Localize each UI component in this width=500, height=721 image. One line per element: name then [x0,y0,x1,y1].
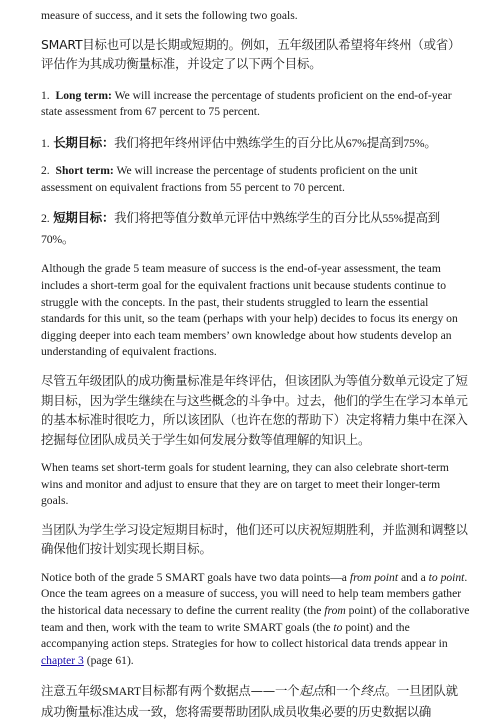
text-run: SMART [101,684,141,699]
paragraph-short-term-rationale-zh [41,371,470,449]
paragraph-text: SMART目标也可以是长期或短期的。例如，五年级团队希望将年终州（或省）评估作为其成功衡量标准，并设定了以下两个目标。 [41,36,461,72]
text-run: point) of the collaborative team and then, work with the team to write SMART goals (the [41,604,470,634]
paragraph-short-term-wins-zh [41,520,470,559]
emphasis-from-point: 起点 [299,683,324,699]
goal-number: 1. [41,135,50,150]
goal-to-value: 70% [41,231,63,246]
paragraph-text: 尽管五年级团队的成功衡量标准是年终评估，但该团队为等值分数单元设定了短期目标，因为学生继续在与这些概念的斗争中。过去，他们的学生在学习本单元的基本标准时很吃力，所以该团队（也许在您的帮助下）决定将精力集中在深入挖掘每位团队成员关于学生如何发展分数等值理解的知识上。 [41,373,468,447]
text-run: point) and the accompanying action steps. Strategies for how to collect historical data trends appear in [41,620,448,651]
text-run: 目标都有两个数据点——一个 [140,683,300,699]
long-term-goal [41,88,470,121]
paragraph-short-term-rationale [41,261,470,361]
paragraph-goals-intro-zh [41,35,470,74]
chapter-3-link[interactable]: chapter 3 [41,653,84,667]
goal-to-value: 75% [403,135,425,150]
goal-number: 2. [41,211,50,226]
emphasis-from-point: from point [349,570,399,584]
goal-label: 短期目标： [53,210,115,226]
goal-text: 我们将把年终州评估中熟练学生的百分比从 [114,134,346,150]
paragraph-short-term-wins [41,460,470,510]
emphasis-from: from [324,604,346,617]
text-run: 。一旦团队就成功衡量标准达成一致，您将需要帮助团队成员收集必要的历史数据以确 [41,683,458,719]
text-run: . Once the team agrees on a measure of success, you will need to help team members gather the historical data necessary to define the current reality (the [41,570,468,617]
paragraph-goals-intro [41,8,470,25]
goal-number: 2. [41,164,50,178]
text-run: 和一个 [323,683,361,699]
long-term-goal-zh [41,133,470,154]
paragraph-text: 当团队为学生学习设定短期目标时，他们还可以庆祝短期胜利，并监测和调整以确保他们按计划实现长期目标。 [41,521,468,557]
text-run: and a [398,570,429,584]
goal-from-value: 67% [345,135,367,150]
goal-from-value: 55% [382,211,404,226]
paragraph-data-points [41,570,470,670]
emphasis-to-point: 终点 [360,683,385,699]
text-run: Notice both of the grade 5 SMART goals have two data points—a [41,570,350,584]
goal-text-end: 。 [62,230,75,246]
short-term-goal-zh [41,208,470,249]
goal-text: We will increase the percentage of students proficient on the end-of-year state assessment from 67 percent to 75 percent. [41,88,452,119]
paragraph-text: Although the grade 5 team measure of success is the end-of-year assessment, the team includes a short-term goal for the equivalent fractions unit because students continue to struggle with the concepts. In the past, their students struggled to learn the essential standards for this unit, so the team (perhaps with your help) decides to focus its energy on digging deeper into each team members’ own knowledge about how students develop an understanding of equivalent fractions. [41,262,458,359]
goal-text-mid: 提高到 [366,134,404,150]
short-term-goal [41,163,470,196]
goal-text-mid: 提高到 [403,210,440,226]
goal-text-end: 。 [424,134,437,150]
paragraph-data-points-zh [41,681,470,721]
goal-label: Long term: [55,88,112,102]
paragraph-text: measure of success, and it sets the following two goals. [41,9,298,22]
goal-text: 我们将把等值分数单元评估中熟练学生的百分比从 [114,210,383,226]
paragraph-text: When teams set short-term goals for student learning, they can also celebrate short-term wins and monitor and adjust to ensure that they are on target to meet their longer-term goals. [41,461,449,508]
goal-text: We will increase the percentage of students proficient on the unit assessment on equivalent fractions from 55 percent to 70 percent. [41,164,418,194]
emphasis-to-point: to point [428,570,465,584]
text-run: (page 61). [83,653,134,667]
emphasis-to: to [333,620,343,634]
goal-label: Short term: [55,164,114,178]
goal-label: 长期目标： [53,134,115,150]
goal-number: 1. [41,88,50,102]
text-run: 注意五年级 [41,683,102,699]
